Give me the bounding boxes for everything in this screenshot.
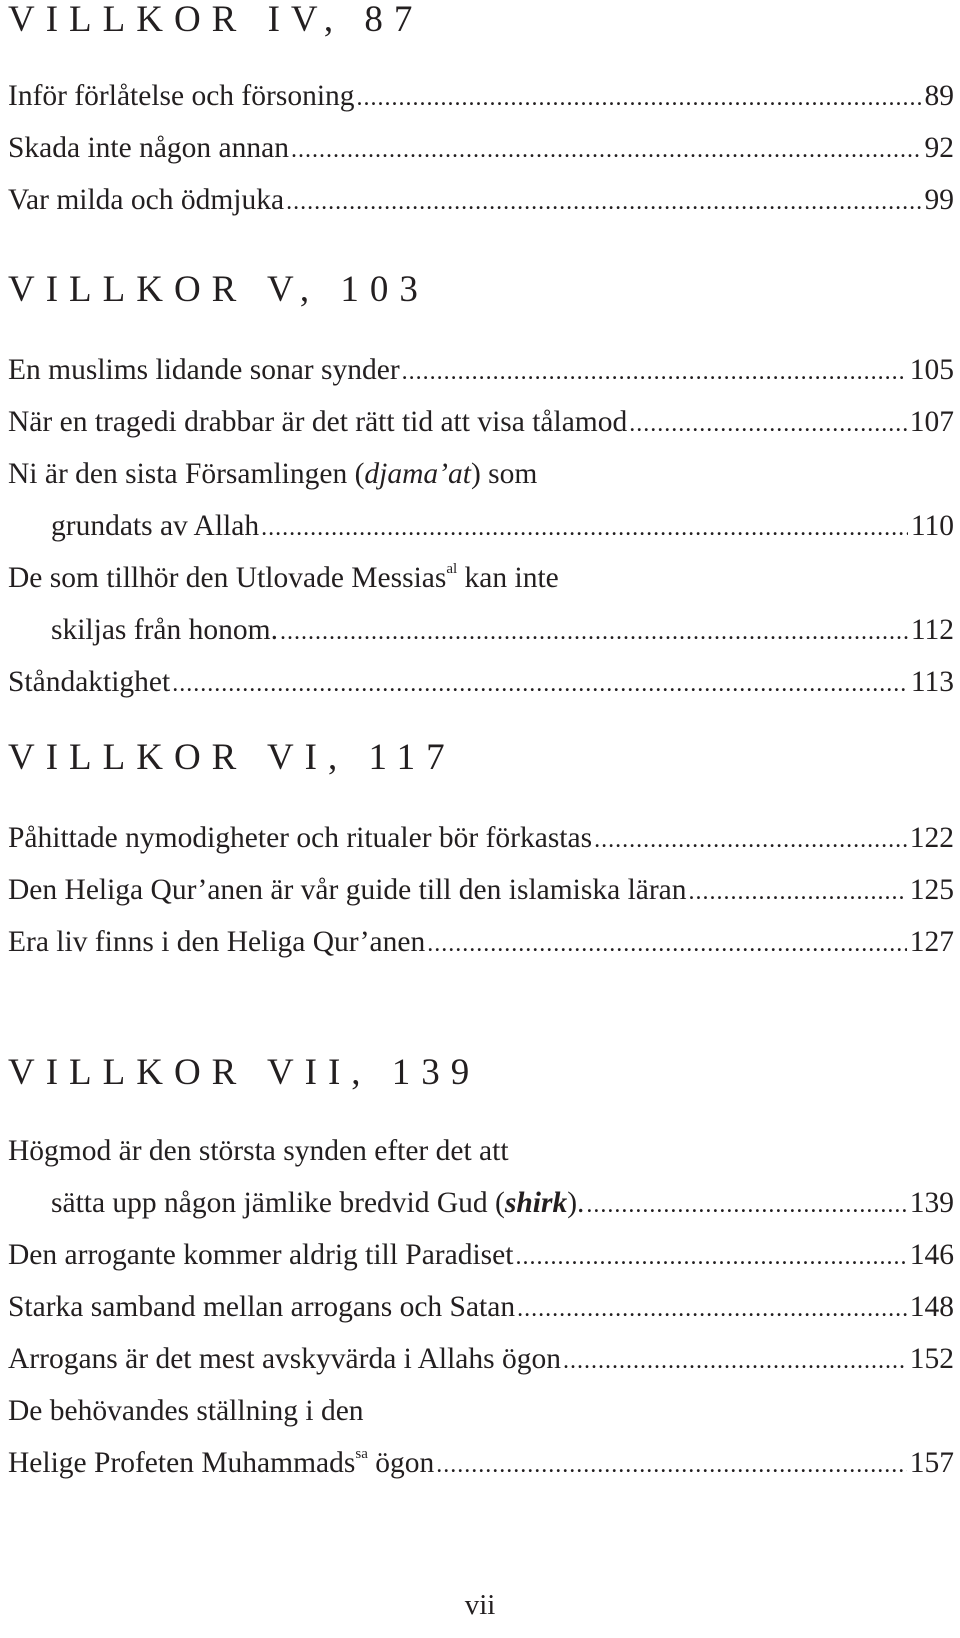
section-heading: VILLKOR V, 103 [8,269,429,310]
leader-dots [280,606,908,656]
leader-dots [286,176,921,226]
leader-dots [436,1439,907,1489]
entry-page: 107 [909,406,954,438]
leader-dots [291,124,922,174]
toc-entry[interactable] [8,1125,954,1229]
entry-page: 113 [910,666,954,698]
entry-page: 125 [909,874,954,906]
entry-page: 99 [924,184,954,216]
entry-title: Arrogans är det mest avskyvärda i Allahs ögon [8,1343,561,1375]
toc-section-villkor-vii [8,1053,954,1489]
leader-dots [594,814,907,864]
entry-page: 127 [909,926,954,958]
entry-page: 152 [909,1343,954,1375]
leader-dots [357,72,922,122]
section-heading: VILLKOR VII, 139 [8,1052,481,1093]
leader-dots [172,658,908,708]
leader-dots [261,502,908,552]
toc-entry[interactable] [8,70,954,122]
entry-title: Var milda och ödmjuka [8,184,285,216]
entry-title-line1: Ni är den sista Församlingen (djama’at) som [8,458,538,490]
toc-entry[interactable] [8,916,954,968]
entry-title-line1: De behövandes ställning i den [8,1395,364,1427]
leader-dots [427,918,907,968]
entry-title: Inför förlåtelse och försoning [8,80,355,112]
entry-page: 105 [909,354,954,386]
entry-title-line1: Högmod är den största synden efter det att [8,1135,509,1167]
entry-title: Skada inte någon annan [8,132,289,164]
entry-title: skiljas från honom. [51,614,278,646]
entry-title: Påhittade nymodigheter och ritualer bör förkastas [8,822,593,854]
toc-section-villkor-v [8,270,954,708]
toc-entry[interactable] [8,1281,954,1333]
section-heading: VILLKOR IV, 87 [8,0,424,40]
leader-dots [586,1179,906,1229]
leader-dots [689,866,907,916]
honorific-superscript: al [446,561,458,577]
entry-page: 157 [909,1447,954,1479]
entry-title: Ståndaktighet [8,666,171,698]
toc-entry[interactable] [8,864,954,916]
toc-entry[interactable] [8,448,954,552]
entry-page: 148 [909,1291,954,1323]
leader-dots [402,346,907,396]
entry-page: 139 [909,1187,954,1219]
entry-page: 112 [910,614,954,646]
entry-title: En muslims lidande sonar synder [8,354,400,386]
entry-page: 89 [924,80,954,112]
toc-entry[interactable] [8,396,954,448]
entry-title: grundats av Allah [51,510,260,542]
entry-title: Helige Profeten Muhammads$^{sa}$ ögon [8,1446,435,1479]
toc-entry[interactable] [8,174,954,226]
entry-page: 122 [909,822,954,854]
honorific-superscript: sa [355,1446,368,1462]
entry-title-line1: De som tillhör den Utlovade Messias$^{al}$ kan inte [8,561,559,594]
leader-dots [629,398,907,448]
page-number-folio: vii [464,1589,496,1621]
toc-section-villkor-iv [8,0,954,226]
entry-page: 146 [909,1239,954,1271]
entry-title: sätta upp någon jämlike bredvid Gud (shirk). [51,1187,585,1219]
toc-entry[interactable] [8,812,954,864]
entry-title: När en tragedi drabbar är det rätt tid att visa tålamod [8,406,628,438]
leader-dots [517,1283,907,1333]
entry-title: Den arrogante kommer aldrig till Paradiset [8,1239,514,1271]
entry-page: 92 [924,132,954,164]
entry-title: Den Heliga Qur’anen är vår guide till den islamiska läran [8,874,687,906]
toc-entry[interactable] [8,656,954,708]
leader-dots [563,1335,907,1385]
section-heading: VILLKOR VI, 117 [8,737,456,778]
toc-entry[interactable] [8,1229,954,1281]
toc-section-villkor-vi [8,738,954,968]
entry-title: Starka samband mellan arrogans och Satan [8,1291,516,1323]
toc-entry[interactable] [8,344,954,396]
toc-entry[interactable] [8,1333,954,1385]
toc-entry[interactable] [8,122,954,174]
entry-page: 110 [910,510,954,542]
toc-entry[interactable] [8,552,954,656]
leader-dots [515,1231,906,1281]
entry-title: Era liv finns i den Heliga Qur’anen [8,926,426,958]
toc-entry[interactable] [8,1385,954,1489]
